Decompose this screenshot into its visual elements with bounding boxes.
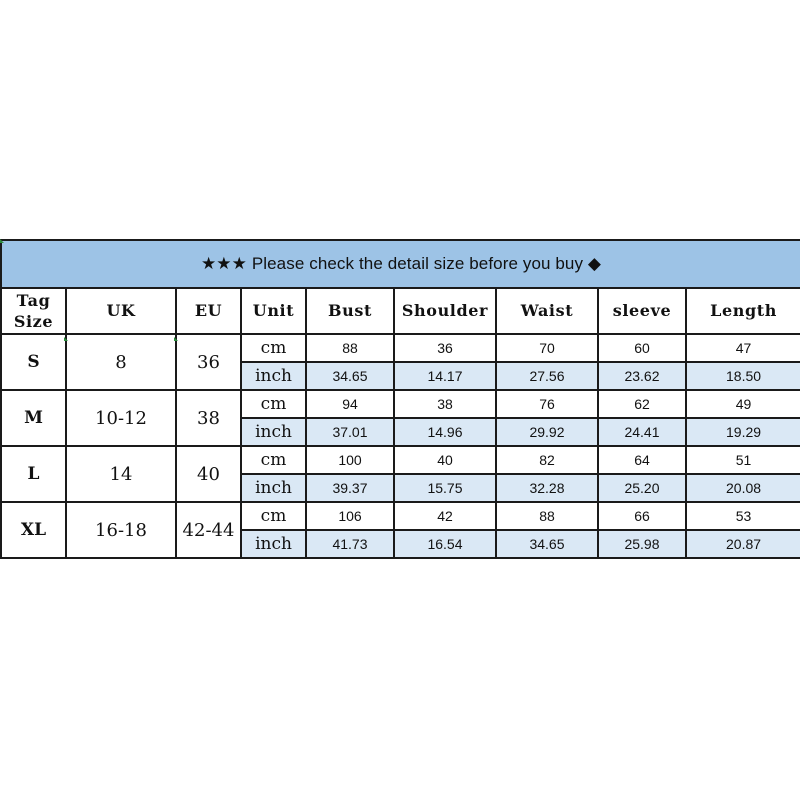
length-cm-value: 53 <box>686 502 800 530</box>
sleeve-cm-value: 66 <box>598 502 686 530</box>
shoulder-inch-value: 15.75 <box>394 474 496 502</box>
header-sleeve: sleeve <box>598 288 686 334</box>
unit-inch: inch <box>241 362 306 390</box>
size-chart <box>0 239 800 559</box>
header-length: Length <box>686 288 800 334</box>
length-inch-value: 18.50 <box>686 362 800 390</box>
unit-cm: cm <box>241 446 306 474</box>
header-waist: Waist <box>496 288 598 334</box>
length-cm-value: 47 <box>686 334 800 362</box>
table-row <box>1 390 800 418</box>
sleeve-cm-value: 62 <box>598 390 686 418</box>
length-cm-value: 49 <box>686 390 800 418</box>
length-inch-value: 20.08 <box>686 474 800 502</box>
unit-inch: inch <box>241 530 306 558</box>
shoulder-cm-value: 36 <box>394 334 496 362</box>
table-row <box>1 446 800 474</box>
length-cm-value: 51 <box>686 446 800 474</box>
uk-size: 14 <box>66 446 176 502</box>
notice-row <box>1 240 800 288</box>
eu-size: 38 <box>176 390 241 446</box>
waist-cm-value: 70 <box>496 334 598 362</box>
length-inch-value: 19.29 <box>686 418 800 446</box>
waist-inch-value: 34.65 <box>496 530 598 558</box>
sleeve-inch-value: 25.98 <box>598 530 686 558</box>
corner-marker <box>64 337 68 341</box>
sleeve-inch-value: 24.41 <box>598 418 686 446</box>
length-inch-value: 20.87 <box>686 530 800 558</box>
shoulder-inch-value: 14.96 <box>394 418 496 446</box>
bust-cm-value: 106 <box>306 502 394 530</box>
corner-marker <box>0 239 4 243</box>
bust-cm-value: 94 <box>306 390 394 418</box>
eu-size: 40 <box>176 446 241 502</box>
shoulder-cm-value: 40 <box>394 446 496 474</box>
bust-inch-value: 39.37 <box>306 474 394 502</box>
uk-size: 10-12 <box>66 390 176 446</box>
shoulder-inch-value: 14.17 <box>394 362 496 390</box>
bust-inch-value: 37.01 <box>306 418 394 446</box>
waist-cm-value: 82 <box>496 446 598 474</box>
size-label: M <box>1 390 66 446</box>
sleeve-inch-value: 25.20 <box>598 474 686 502</box>
unit-cm: cm <box>241 502 306 530</box>
bust-inch-value: 41.73 <box>306 530 394 558</box>
bust-inch-value: 34.65 <box>306 362 394 390</box>
shoulder-cm-value: 42 <box>394 502 496 530</box>
header-bust: Bust <box>306 288 394 334</box>
waist-inch-value: 27.56 <box>496 362 598 390</box>
bust-cm-value: 88 <box>306 334 394 362</box>
unit-inch: inch <box>241 474 306 502</box>
header-eu: EU <box>176 288 241 334</box>
waist-inch-value: 32.28 <box>496 474 598 502</box>
header-tag-size-line2: Size <box>13 312 54 331</box>
uk-size: 8 <box>66 334 176 390</box>
header-shoulder: Shoulder <box>394 288 496 334</box>
size-label: L <box>1 446 66 502</box>
table-row <box>1 502 800 530</box>
size-table <box>0 239 800 559</box>
waist-cm-value: 76 <box>496 390 598 418</box>
sleeve-cm-value: 64 <box>598 446 686 474</box>
shoulder-cm-value: 38 <box>394 390 496 418</box>
size-label: S <box>1 334 66 390</box>
uk-size: 16-18 <box>66 502 176 558</box>
shoulder-inch-value: 16.54 <box>394 530 496 558</box>
unit-cm: cm <box>241 390 306 418</box>
notice-banner <box>1 240 800 288</box>
header-row <box>1 288 800 334</box>
corner-marker <box>174 337 178 341</box>
table-row <box>1 334 800 362</box>
header-tag-size <box>1 288 66 334</box>
sleeve-cm-value: 60 <box>598 334 686 362</box>
eu-size: 42-44 <box>176 502 241 558</box>
size-rows <box>1 334 800 558</box>
eu-size: 36 <box>176 334 241 390</box>
header-uk: UK <box>66 288 176 334</box>
unit-cm: cm <box>241 334 306 362</box>
bust-cm-value: 100 <box>306 446 394 474</box>
waist-cm-value: 88 <box>496 502 598 530</box>
header-tag-size-line1: Tag <box>16 291 51 310</box>
notice-text: ★★★ Please check the detail size before you buy ◆ <box>200 254 602 273</box>
size-label: XL <box>1 502 66 558</box>
waist-inch-value: 29.92 <box>496 418 598 446</box>
header-unit: Unit <box>241 288 306 334</box>
unit-inch: inch <box>241 418 306 446</box>
sleeve-inch-value: 23.62 <box>598 362 686 390</box>
